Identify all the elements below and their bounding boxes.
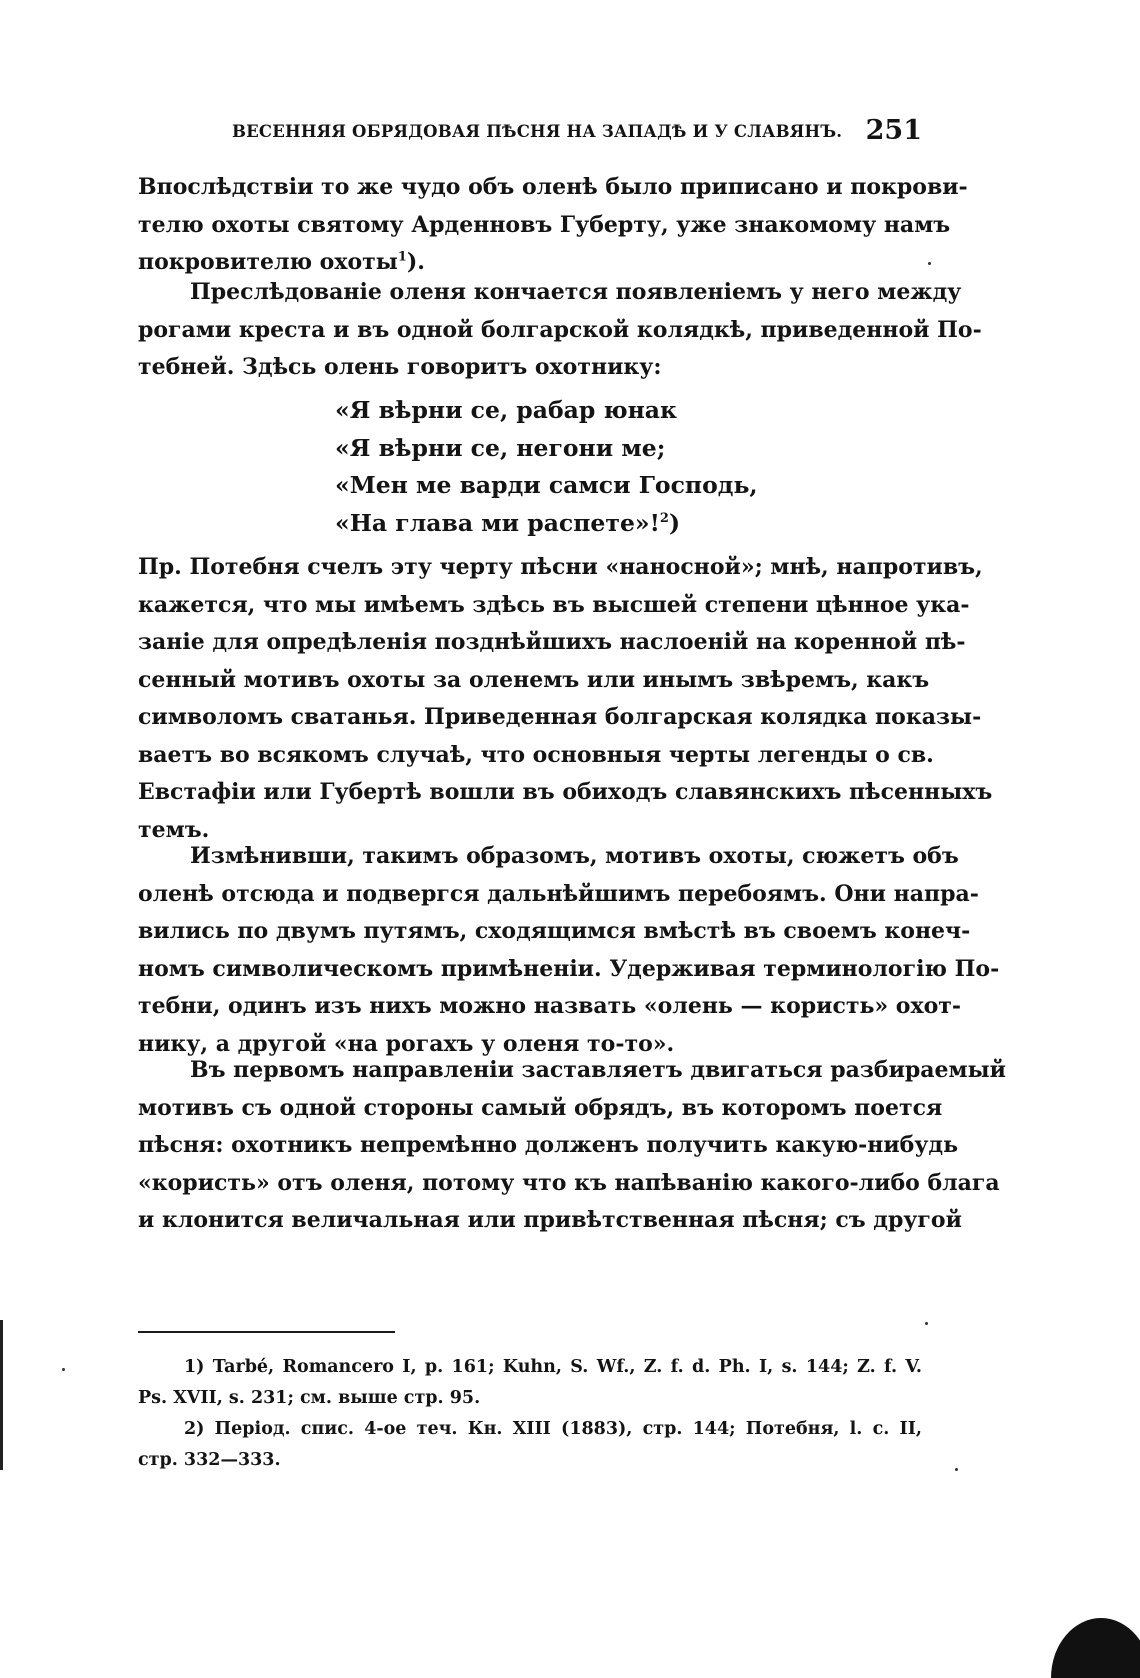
text-line: Пр. Потебня счелъ эту черту пѣсни «наносной»; мнѣ, напротивъ, xyxy=(138,554,983,580)
verse-line xyxy=(335,505,855,543)
text-line: Впослѣдствіи то же чудо объ оленѣ было приписано и покрови- xyxy=(138,174,968,200)
text-line: мотивъ съ одной стороны самый обрядъ, въ которомъ поется xyxy=(138,1094,943,1121)
text-line: Въ первомъ направленіи заставляетъ двигаться разбираемый xyxy=(190,1057,1006,1083)
verse-line: «Я вѣрни се, рабар юнак xyxy=(335,396,677,424)
scan-blot xyxy=(1051,1618,1140,1678)
text-fragment: ) xyxy=(668,508,681,537)
text-line: тебни, одинъ изъ нихъ можно назвать «олень — користь» охот- xyxy=(138,993,962,1019)
verse-line: «Мен ме варди самси Господь, xyxy=(335,471,758,499)
paragraph-3 xyxy=(138,549,993,849)
running-title: ВЕСЕННЯЯ ОБРЯДОВАЯ ПѢСНЯ НА ЗАПАДѢ И У СЛАВЯНЪ. xyxy=(232,122,843,141)
footnote-ref-1: 1 xyxy=(397,249,407,265)
scan-speck xyxy=(925,1322,928,1325)
text-line: темъ. xyxy=(138,816,210,843)
text-line: тебней. Здѣсь олень говоритъ охотнику: xyxy=(138,354,662,380)
text-line: сенный мотивъ охоты за оленемъ или инымъ звѣремъ, какъ xyxy=(138,666,930,693)
scan-edge-mark xyxy=(0,1320,3,1470)
text-fragment: «На глава ми распете»! xyxy=(335,508,660,537)
text-fragment: покровителю охоты xyxy=(138,249,398,275)
text-line: кажется, что мы имѣемъ здѣсь въ высшей степени цѣнное ука- xyxy=(138,591,970,618)
text-line: ваетъ во всякомъ случаѣ, что основныя черты легенды о св. xyxy=(138,741,934,768)
text-line: пѣсня: охотникъ непремѣнно долженъ получить какую-нибудь xyxy=(138,1132,959,1158)
paragraph-1 xyxy=(138,169,968,282)
text-line: «користь» отъ оленя, потому что къ напѣванію какого-либо блага xyxy=(138,1169,1000,1196)
page-number: 251 xyxy=(865,115,922,146)
footnote-line: Ps. XVII, s. 231; см. выше стр. 95. xyxy=(138,1388,481,1408)
scan-speck xyxy=(955,1468,958,1471)
text-line: вились по двумъ путямъ, сходящимся вмѣстѣ въ своемъ конеч- xyxy=(138,918,971,944)
page-header xyxy=(232,112,922,152)
paragraph-2 xyxy=(138,274,982,387)
text-line: телю охоты святому Арденновъ Губерту, уже знакомому намъ xyxy=(138,211,951,238)
footnote-line: стр. 332—333. xyxy=(138,1450,281,1470)
text-line: нику, а другой «на рогахъ у оленя то-то». xyxy=(138,1030,675,1057)
paragraph-5 xyxy=(138,1052,1006,1240)
verse-quote xyxy=(335,392,855,542)
text-line: номъ символическомъ примѣненіи. Удерживая терминологію По- xyxy=(138,955,1000,982)
verse-line: «Я вѣрни се, негони ме; xyxy=(335,433,666,462)
text-line: Преслѣдованіе оленя кончается появленіемъ у него между xyxy=(190,279,962,305)
text-line: рогами креста и въ одной болгарской колядкѣ, приведенной По- xyxy=(138,316,982,343)
footnote-ref-2: 2 xyxy=(659,510,669,526)
text-fragment: ). xyxy=(406,249,425,275)
text-line: Измѣнивши, такимъ образомъ, мотивъ охоты, сюжетъ объ xyxy=(190,843,959,869)
footnote-line: 1) Tarbé, Romancero I, p. 161; Kuhn, S. Wf., Z. f. d. Ph. I, s. 144; Z. f. V. xyxy=(184,1357,922,1377)
scan-speck xyxy=(928,262,931,265)
footnotes xyxy=(138,1352,922,1476)
paragraph-4 xyxy=(138,838,1000,1063)
text-line: оленѣ отсюда и подвергся дальнѣйшимъ перебоямъ. Они напра- xyxy=(138,880,979,907)
text-line: Евстафіи или Губертѣ вошли въ обиходъ славянскихъ пѣсенныхъ xyxy=(138,779,993,805)
text-line: символомъ сватанья. Приведенная болгарская колядка показы- xyxy=(138,704,982,730)
text-line: заніе для опредѣленія позднѣйшихъ наслоеній на коренной пѣ- xyxy=(138,629,966,655)
text-line: и клонится величальная или привѣтственная пѣсня; съ другой xyxy=(138,1207,962,1233)
footnote-rule xyxy=(138,1331,395,1333)
footnote-line: 2) Період. спис. 4-ое теч. Кн. XIII (1883), стр. 144; Потебня, l. c. II, xyxy=(184,1419,922,1439)
scan-speck xyxy=(62,1368,65,1371)
